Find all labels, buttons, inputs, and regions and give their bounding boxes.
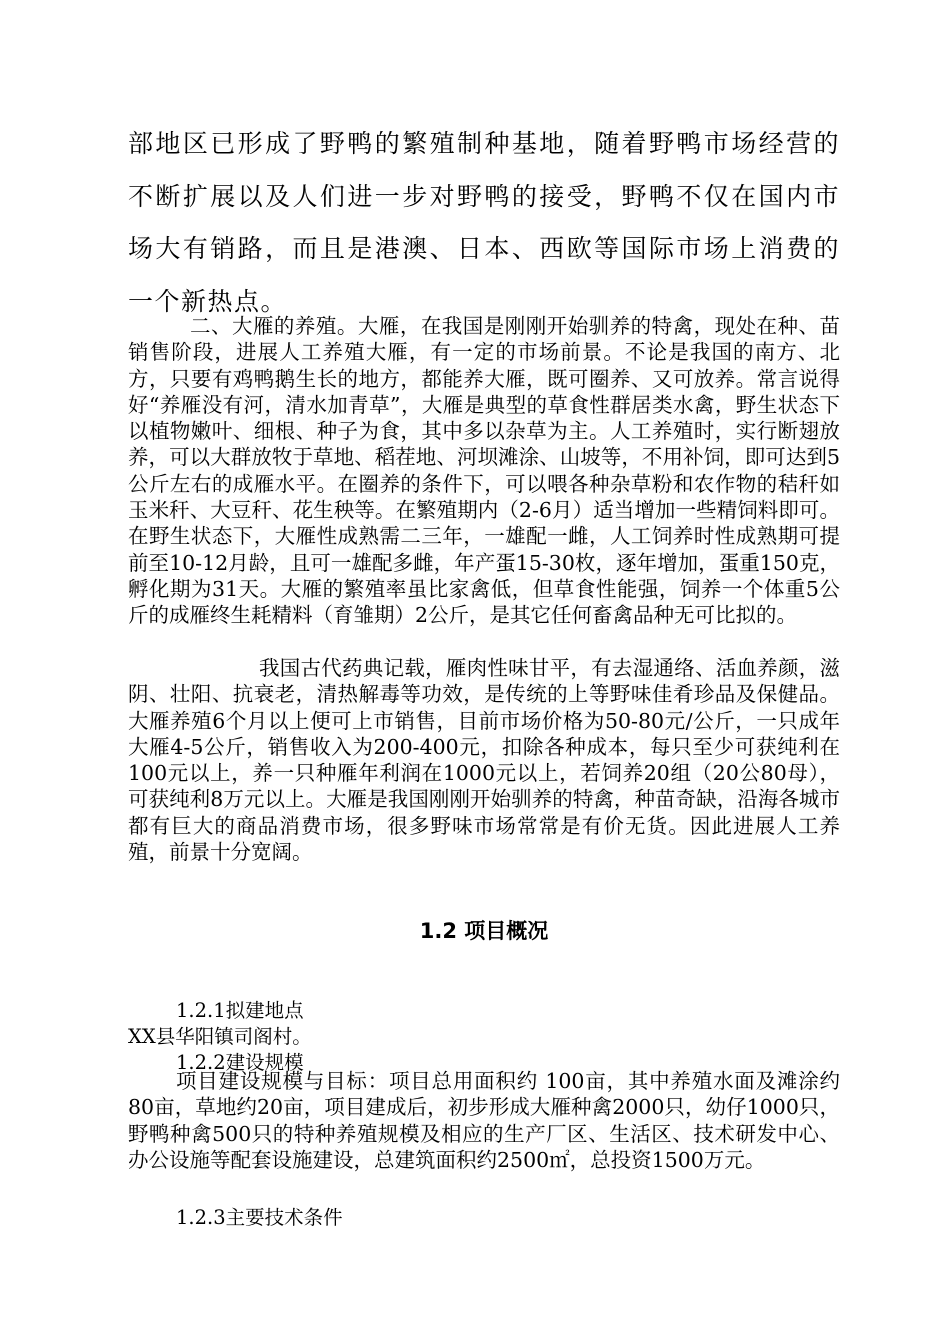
scale-paragraph: 项目建设规模与目标：项目总用面积约 100亩，其中养殖水面及滩涂约80亩，草地约20亩，项目建成后，初步形成大雁种禽2000只，幼仔1000只，野鸭种禽500只的特种养殖规模及相应的生产厂区、生活区、技术研发中心、办公设施等配套设施建设，总建筑面积约2500㎡，总投资1500万元。 [128,1069,840,1172]
subheading-1-2-2: 1.2.2建设规模 [176,1051,304,1074]
section-heading: 1.2 项目概况 [419,919,549,943]
location-text: XX县华阳镇司阁村。 [128,1025,312,1048]
subheading-1-2-1: 1.2.1拟建地点 [176,999,304,1022]
subheading-1-2-3: 1.2.3主要技术条件 [176,1206,343,1229]
goose-breeding-paragraph: 二、大雁的养殖。大雁，在我国是刚刚开始驯养的特禽，现处在种、苗销售阶段，进展人工养殖大雁，有一定的市场前景。不论是我国的南方、北方，只要有鸡鸭鹅生长的地方，都能养大雁，既可圈养、又可放养。常言说得好“养雁没有河，清水加青草”，大雁是典型的草食性群居类水禽，野生状态下以植物嫩叶、细根、种子为食，其中多以杂草为主。人工养殖时，实行断翅放养，可以大群放牧于草地、稻茬地、河坝滩涂、山坡等，不用补饲，即可达到5公斤左右的成雁水平。在圈养的条件下，可以喂各种杂草粉和农作物的秸秆如玉米秆、大豆秆、花生秧等。在繁殖期内（2-6月）适当增加一些精饲料即可。在野生状态下，大雁性成熟需二三年，一雄配一雌，人工饲养时性成熟期可提前至10-12月龄，且可一雄配多雌，年产蛋15-30枚，逐年增加，蛋重150克，孵化期为31天。大雁的繁殖率虽比家禽低，但草食性能强，饲养一个体重5公斤的成雁终生耗精料（育雏期）2公斤，是其它任何畜禽品种无可比拟的。 [128,314,840,628]
goose-medicine-paragraph: 我国古代药典记载，雁肉性味甘平，有去湿通络、活血养颜，滋阴、壮阳、抗衰老，清热解毒等功效，是传统的上等野味佳肴珍品及保健品。大雁养殖6个月以上便可上市销售，目前市场价格为50-80元/公斤，一只成年大雁4-5公斤，销售收入为200-400元，扣除各种成本，每只至少可获纯利在100元以上，养一只种雁年利润在1000元以上，若饲养20组（20公80母），可获纯利8万元以上。大雁是我国刚刚开始驯养的特禽，种苗奇缺，沿海各城市都有巨大的商品消费市场，很多野味市场常常是有价无货。因此进展人工养殖，前景十分宽阔。 [128,656,840,865]
intro-paragraph: 部地区已形成了野鸭的繁殖制种基地，随着野鸭市场经营的不断扩展以及人们进一步对野鸭的接受，野鸭不仅在国内市场大有销路，而且是港澳、日本、西欧等国际市场上消费的一个新热点。 [128,129,840,316]
